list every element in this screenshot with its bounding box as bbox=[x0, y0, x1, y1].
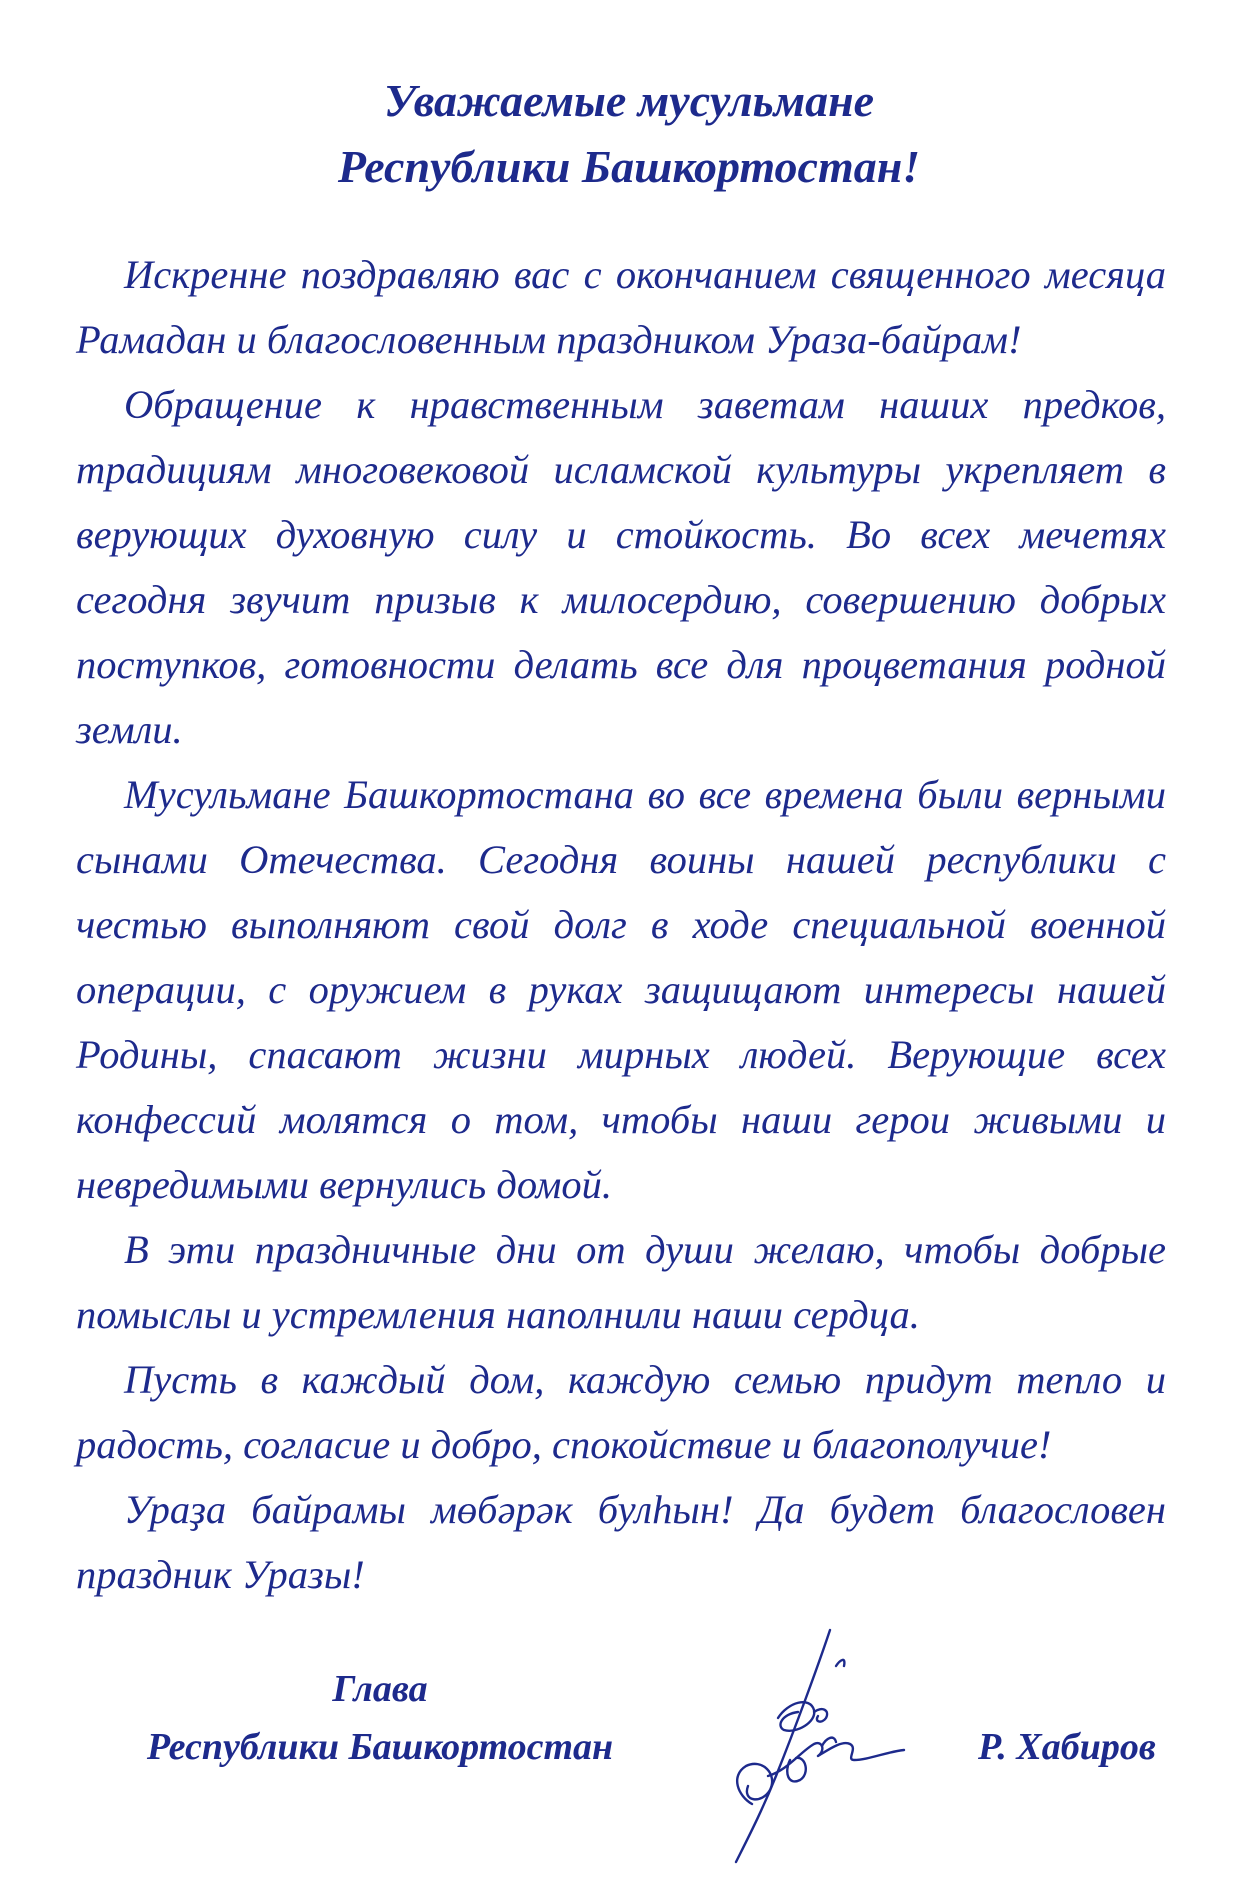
handwritten-signature bbox=[718, 1626, 908, 1866]
letter-heading bbox=[0, 68, 1258, 200]
paragraph: В эти праздничные дни от души желаю, чтобы добрые помыслы и устремления наполнили наши сердца. bbox=[76, 1227, 1166, 1337]
position-line-2: Республики Башкортостан bbox=[146, 1726, 614, 1768]
signatory-name: Р. Хабиров bbox=[978, 1726, 1156, 1768]
heading-line-2: Республики Башкортостан! bbox=[337, 141, 921, 192]
paragraph: Пусть в каждый дом, каждую семью придут тепло и радость, согласие и добро, спокойствие и благополучие! bbox=[76, 1357, 1166, 1467]
heading-line-1: Уважаемые мусульмане bbox=[383, 75, 875, 126]
paragraph: Мусульмане Башкортостана во все времена были верными сынами Отечества. Сегодня воины нашей республики с честью выполняют свой долг в ходе специальной военной операции, с оружием в руках защищают интересы нашей Родины, спасают жизни мирных людей. Верующие всех конфессий молятся о том, чтобы наши герои живыми и невредимыми вернулись домой. bbox=[76, 772, 1166, 1207]
paragraph: Искренне поздравляю вас с окончанием священного месяца Рамадан и благословенным праздником Ураза-байрам! bbox=[76, 252, 1166, 362]
paragraph: Ураҙа байрамы мөбәрәк булһын! Да будет благословен праздник Уразы! bbox=[76, 1487, 1166, 1597]
signatory-position bbox=[130, 1660, 630, 1776]
letter-body bbox=[76, 242, 1166, 1607]
paragraph: Обращение к нравственным заветам наших предков, традициям многовековой исламской культуры укрепляет в верующих духовную силу и стойкость. Во всех мечетях сегодня звучит призыв к милосердию, совершению добрых поступков, готовности делать все для процветания родной земли. bbox=[76, 382, 1166, 752]
position-line-1: Глава bbox=[332, 1668, 428, 1710]
